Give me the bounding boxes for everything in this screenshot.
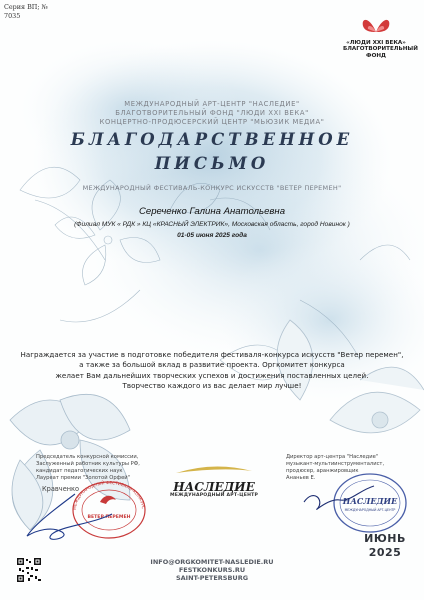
award-text-line: а также за большой вклад в развитие проекта. Оргкомитет конкурса (79, 360, 345, 370)
award-text-line: желает Вам дальнейших творческих успехов и достижения поставленных целей. (55, 370, 369, 380)
event-dates: 01-05 июня 2025 года (177, 232, 247, 239)
recipient-affiliation: (Филиал МУК « РДК » КЦ «КРАСНЫЙ ЭЛЕКТРИК», Московская область, город Новинок ) (74, 221, 350, 228)
nasledie-logo (168, 462, 260, 498)
month-label: ИЮНЬ (364, 532, 406, 545)
serial-label: Серия ВП; № (4, 3, 48, 11)
logo-sub-text: МЕЖДУНАРОДНЫЙ АРТ-ЦЕНТР (169, 493, 259, 498)
signatory-line: Лауреат премии "Золотой Орфей" (36, 475, 131, 481)
award-text-line: Творчество каждого из вас делает мир лучше! (122, 381, 302, 391)
stamp-ring-text: МЕЖДУНАРОДНЫЙ ФЕСТИВАЛЬ-КОНКУРС (71, 479, 147, 511)
signatory-line: Директор арт-центра "Наследие" (286, 454, 379, 460)
foundation-word: ФОНД (366, 52, 386, 59)
award-text-line: Награждается за участие в подготовке победителя фестиваля-конкурса искусств "Ветер перемен", (20, 350, 404, 359)
document-title-line2: ПИСЬМО (154, 154, 270, 173)
stamp-main-text: НАСЛЕДИЕ (342, 496, 398, 506)
logo-brush-icon (170, 465, 258, 477)
contact-website[interactable]: FESTKONKURS.RU (178, 566, 246, 575)
signatory-line: кандидат педагогических наук (36, 468, 123, 474)
organizer-line: БЛАГОТВОРИТЕЛЬНЫЙ ФОНД "ЛЮДИ XXI ВЕКА" (115, 109, 309, 118)
foundation-name: «ЛЮДИ XXI ВЕКА» (346, 40, 406, 46)
left-signature (20, 486, 140, 546)
foundation-logo (343, 14, 418, 59)
right-signature (296, 478, 386, 518)
contact-city: SAINT-PETERSBURG (175, 574, 249, 583)
recipient-name: Сереченко Галина Анатольевна (138, 206, 286, 217)
organizers-block (0, 100, 424, 128)
year-label: 2025 (368, 546, 402, 559)
serial-number (4, 3, 48, 21)
butterfly-logo-icon (359, 14, 393, 36)
contacts-block (0, 558, 424, 583)
organizer-line: КОНЦЕРТНО-ПРОДЮСЕРСКИЙ ЦЕНТР "МЬЮЗИК МЕДИА" (99, 118, 325, 127)
festival-name: МЕЖДУНАРОДНЫЙ ФЕСТИВАЛЬ-КОНКУРС ИСКУССТВ "ВЕТЕР ПЕРЕМЕН" (82, 184, 342, 192)
signatory-line: Заслуженный работник культуры РФ, (36, 461, 140, 467)
stamp-sub-text: МЕЖДУНАРОДНЫЙ АРТ-ЦЕНТР (344, 508, 396, 512)
award-text (20, 350, 404, 392)
signatory-line: продюсер, аранжировщик (286, 468, 359, 474)
signatory-name: Кравченко (42, 485, 80, 493)
stamp-center-text: ВЕТЕР ПЕРЕМЕН (87, 515, 131, 520)
document-title-line1: БЛАГОДАРСТВЕННОЕ (70, 130, 354, 149)
signatory-line: музыкант-мультиинструменталист, (286, 461, 385, 467)
contact-email[interactable]: INFO@ORGKOMITET-NASLEDIE.RU (150, 558, 274, 566)
signatory-line: Председатель конкурсной комиссии, (36, 454, 139, 460)
logo-main-text: НАСЛЕДИЕ (173, 480, 255, 494)
foundation-type: БЛАГОТВОРИТЕЛЬНЫЙ (343, 46, 418, 53)
serial-value: 7035 (4, 12, 21, 20)
organizer-line: МЕЖДУНАРОДНЫЙ АРТ-ЦЕНТР "НАСЛЕДИЕ" (124, 100, 300, 108)
signatory-name: Ананьев Е. (286, 475, 316, 481)
